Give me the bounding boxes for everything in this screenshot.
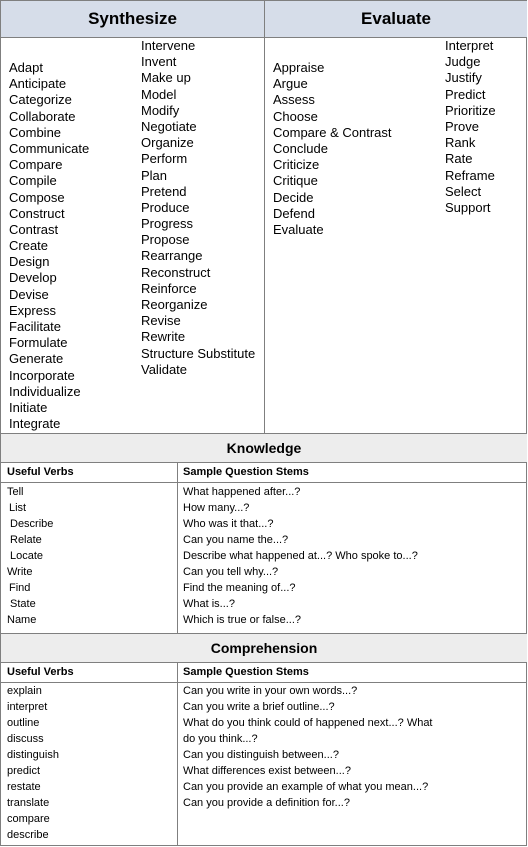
knowledge-verb: Write: [7, 566, 33, 578]
evaluate-verb: Criticize: [273, 157, 320, 173]
comprehension-verb: explain: [7, 685, 42, 697]
synthesize-verb: Formulate: [9, 335, 68, 351]
comprehension-verb: outline: [7, 717, 40, 729]
synthesize-verb: Express: [9, 302, 56, 318]
evaluate-verb: Evaluate: [273, 221, 324, 237]
evaluate-verb: Argue: [273, 76, 308, 92]
comprehension-verb: discuss: [7, 733, 44, 745]
synthesize-verb: Create: [9, 238, 49, 254]
knowledge-verb: Tell: [7, 486, 24, 498]
comprehension-stems-list: [183, 683, 433, 811]
synthesize-verb: Invent: [141, 54, 177, 70]
synthesize-verb: Validate: [141, 361, 188, 377]
knowledge-header-row: [1, 462, 527, 483]
knowledge-verb: Name: [7, 614, 37, 626]
evaluate-verb: Compare & Contrast: [273, 124, 392, 140]
comprehension-header-row: [1, 662, 527, 683]
synthesize-verb: Reconstruct: [141, 264, 211, 280]
synthesize-verb: Reorganize: [141, 297, 208, 312]
synthesize-verb: Propose: [141, 232, 190, 248]
evaluate-verbs-column-1: [273, 60, 392, 238]
knowledge-question-stem: How many...?: [183, 502, 250, 514]
knowledge-question-stem: What happened after...?: [183, 486, 301, 498]
comprehension-column-divider: [177, 662, 178, 846]
synthesize-verb: Compile: [9, 173, 57, 189]
evaluate-verb: Assess: [273, 92, 315, 108]
comprehension-question-stem: Can you provide a definition for...?: [183, 797, 350, 809]
knowledge-question-stem: Describe what happened at...? Who spoke to...?: [183, 550, 418, 562]
comprehension-question-stem: do you think...?: [183, 733, 258, 745]
synthesize-verb: Facilitate: [9, 319, 62, 334]
evaluate-verb: Choose: [273, 108, 318, 124]
evaluate-verb: Rank: [445, 135, 476, 151]
synthesize-verb: Intervene: [141, 38, 196, 53]
comprehension-question-stem: Can you write a brief outline...?: [183, 701, 335, 713]
comprehension-verb: compare: [7, 813, 50, 825]
knowledge-question-stem: Can you name the...?: [183, 534, 289, 546]
synthesize-verb: Communicate: [9, 140, 90, 156]
synthesize-verb: Progress: [141, 216, 194, 232]
synthesize-verb: Develop: [9, 270, 57, 286]
knowledge-question-stem: Can you tell why...?: [183, 566, 279, 578]
comprehension-verbs-header: Useful Verbs: [7, 666, 74, 678]
synthesize-verb: Generate: [9, 351, 64, 367]
comprehension-question-stem: What differences exist between...?: [183, 765, 351, 777]
comprehension-question-stem: Can you provide an example of what you mean...?: [183, 781, 429, 793]
synthesize-verb: Reinforce: [141, 280, 197, 296]
evaluate-verb: Prove: [445, 118, 479, 134]
knowledge-verbs-header: Useful Verbs: [7, 466, 74, 478]
knowledge-title: Knowledge: [1, 433, 527, 463]
synthesize-verb: Perform: [141, 151, 188, 167]
comprehension-verb: describe: [7, 829, 49, 841]
comprehension-title: Comprehension: [1, 633, 527, 663]
comprehension-question-stem: Can you distinguish between...?: [183, 749, 339, 761]
synthesize-verb: Model: [141, 86, 177, 102]
synthesize-verb: Devise: [9, 286, 49, 302]
comprehension-verbs-list: [7, 683, 59, 843]
evaluate-verb: Defend: [273, 205, 315, 221]
evaluate-verb: Reframe: [445, 167, 495, 183]
comprehension-verb: interpret: [7, 701, 48, 713]
knowledge-question-stem: Find the meaning of...?: [183, 582, 296, 594]
synthesize-verb: Incorporate: [9, 367, 75, 383]
synthesize-verb: Modify: [141, 102, 180, 118]
comprehension-stems-header: Sample Question Stems: [183, 666, 309, 678]
top-column-divider: [264, 1, 265, 433]
synthesize-verb: Combine: [9, 124, 62, 140]
evaluate-verbs-column-2: [445, 38, 496, 216]
evaluate-verb: Interpret: [445, 38, 494, 53]
comprehension-verb: translate: [7, 797, 50, 809]
knowledge-question-stem: Which is true or false...?: [183, 614, 301, 626]
synthesize-verb: Negotiate: [141, 118, 197, 134]
knowledge-verb: State: [10, 598, 36, 610]
synthesize-verb: Rewrite: [141, 329, 186, 345]
synthesize-heading: Synthesize: [88, 9, 177, 28]
knowledge-question-stem: What is...?: [183, 598, 235, 610]
evaluate-verb: Decide: [273, 189, 314, 205]
comprehension-verb: predict: [7, 765, 41, 777]
evaluate-verb: Critique: [273, 173, 318, 189]
synthesize-verb: Construct: [9, 205, 65, 221]
knowledge-verb: Find: [9, 582, 31, 594]
synthesize-verb: Collaborate: [9, 108, 76, 124]
comprehension-question-stem: Can you write in your own words...?: [183, 685, 358, 697]
synthesize-verb: Adapt: [9, 60, 43, 75]
synthesize-verb: Anticipate: [9, 76, 67, 92]
synthesize-verb: Rearrange: [141, 248, 203, 264]
synthesize-verb: Individualize: [9, 383, 81, 399]
evaluate-verb: Conclude: [273, 140, 328, 156]
synthesize-verb: Initiate: [9, 399, 48, 415]
synthesize-verb: Make up: [141, 70, 191, 86]
evaluate-verb: Predict: [445, 86, 486, 102]
comprehension-verb: restate: [7, 781, 41, 793]
knowledge-verb: Describe: [10, 518, 54, 530]
synthesize-verb: Plan: [141, 167, 168, 183]
knowledge-verbs-list: [7, 484, 53, 628]
synthesize-verb: Categorize: [9, 92, 72, 108]
knowledge-stems-list: [183, 484, 418, 628]
synthesize-verb: Integrate: [9, 416, 61, 432]
comprehension-verb: distinguish: [7, 749, 59, 761]
synthesize-verb: Contrast: [9, 221, 59, 237]
synthesize-verbs-column-1: [9, 60, 89, 432]
synthesize-verbs-column-2: [141, 38, 255, 378]
evaluate-verb: Judge: [445, 54, 481, 70]
synthesize-verb: Structure Substitute: [141, 345, 256, 361]
evaluate-verb: Prioritize: [445, 102, 496, 118]
synthesize-verb: Design: [9, 254, 50, 270]
knowledge-column-divider: [177, 462, 178, 633]
knowledge-verb: Relate: [10, 534, 42, 546]
synthesize-verb: Compare: [9, 157, 63, 173]
evaluate-verb: Justify: [445, 70, 482, 86]
knowledge-stems-header: Sample Question Stems: [183, 466, 309, 478]
synthesize-verb: Pretend: [141, 183, 187, 199]
synthesize-verb: Organize: [141, 135, 194, 151]
knowledge-verb: List: [9, 502, 27, 514]
evaluate-verb: Support: [445, 199, 491, 215]
knowledge-question-stem: Who was it that...?: [183, 518, 274, 530]
evaluate-verb: Select: [445, 183, 482, 199]
evaluate-verb: Rate: [445, 151, 473, 167]
comprehension-question-stem: What do you think could of happened next...? What: [183, 717, 433, 729]
knowledge-verb: Locate: [10, 550, 44, 562]
synthesize-verb: Revise: [141, 313, 181, 329]
synthesize-verb: Compose: [9, 189, 65, 205]
evaluate-heading: Evaluate: [361, 9, 431, 28]
synthesize-verb: Produce: [141, 199, 190, 215]
evaluate-verb: Appraise: [273, 60, 325, 75]
